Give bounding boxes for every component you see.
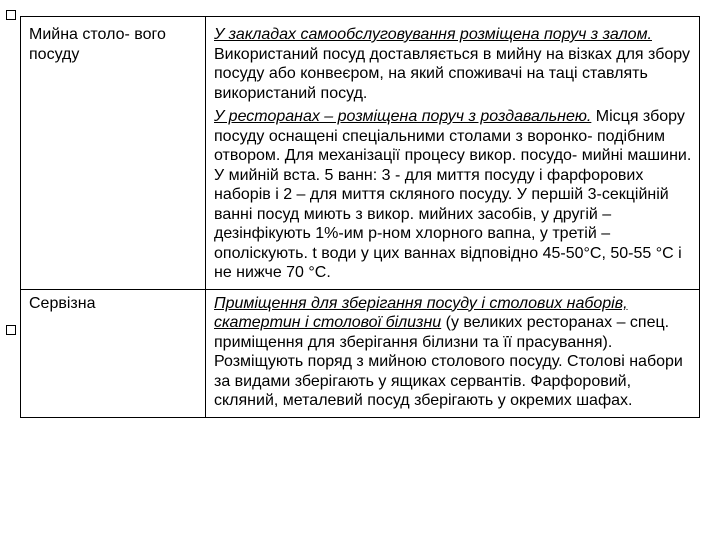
underlined-heading: Приміщення для зберігання посуду і столових наборів, скатертин і столової білизни [214, 294, 628, 331]
underlined-heading: У ресторанах – розміщена поруч з роздавальнею. [214, 108, 592, 125]
row-description [206, 289, 700, 417]
table-row [21, 289, 700, 417]
paragraph-text: (у великих ресторанах – спец. приміщення для зберігання білизни та її прасування). Розміщують поряд з мийною столового посуду. Столові набори за видами зберігають у ящиках сервантів. Фарфоровий, скляний, металевий посуд зберігають у окремих шафах. [214, 314, 683, 409]
paragraph-text: Місця збору посуду оснащені спеціальними столами з воронко- подібним отвором. Для механізації процесу викор. посудо- мийні машини. У мийній вста. 5 ванн: 3 - для миття посуду і фарфорових наборів і 2 – для миття скляного посуду. У першій 3-секційній ванні посуд миють з викор. мийних засобів, у другій – дезінфікують 1%-им р-ном хлорного вапна, у третій – ополіскують. t води у цих ваннах відповідно 45-50°C, 50-55 °C і не нижче 70 °C. [214, 108, 692, 281]
paragraph [214, 107, 695, 283]
row-description [206, 17, 700, 290]
content-table [20, 16, 700, 418]
paragraph [214, 25, 695, 103]
paragraph [214, 294, 695, 411]
row-label: Сервізна [21, 289, 206, 417]
table-row [21, 17, 700, 290]
underlined-heading: У закладах самообслуговування розміщена поруч з залом. [214, 26, 652, 43]
bullet-square-2 [6, 325, 16, 335]
row-label: Мийна столо- вого посуду [21, 17, 206, 290]
bullet-square-1 [6, 10, 16, 20]
paragraph-text: Використаний посуд доставляється в мийну на візках для збору посуду або конвеєром, на який споживачі на таці ставлять використаний посуд. [214, 45, 690, 102]
